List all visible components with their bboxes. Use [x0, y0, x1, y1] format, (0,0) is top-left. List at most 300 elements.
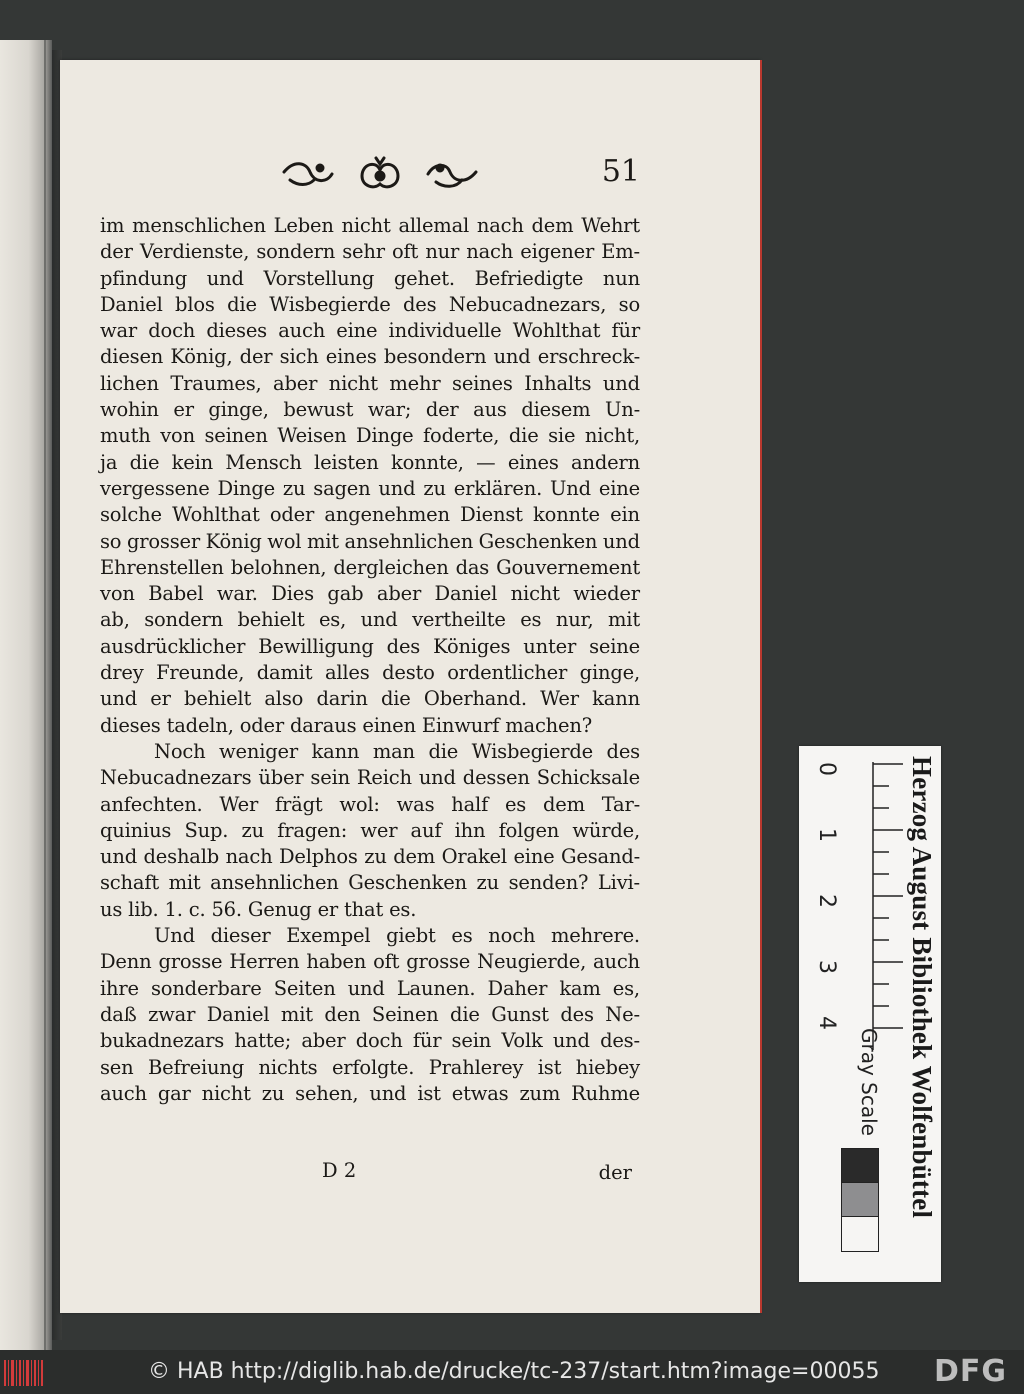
body-text	[100, 213, 640, 1107]
text-word: war;	[367, 398, 412, 422]
text-line	[100, 266, 640, 292]
text-word: ist	[417, 1081, 441, 1105]
text-word: von	[160, 424, 195, 448]
text-word: Traumes,	[170, 371, 262, 395]
text-word: muth	[100, 424, 151, 448]
text-line	[100, 607, 640, 633]
text-line	[100, 318, 640, 344]
text-word: und	[100, 687, 138, 711]
text-word: gehet.	[393, 266, 455, 290]
text-word: es	[504, 792, 527, 816]
text-word: behielt	[184, 687, 252, 711]
text-word: Nebucadnezars,	[448, 292, 607, 316]
gray-swatch-light	[841, 1216, 879, 1252]
text-line	[100, 450, 640, 476]
text-word: sein	[310, 766, 350, 790]
text-line	[100, 529, 640, 555]
text-word: aber	[273, 371, 318, 395]
text-word: würde,	[572, 818, 640, 842]
text-word: zu	[364, 845, 387, 869]
text-word: Dies	[271, 582, 314, 606]
text-word: foderte,	[423, 424, 500, 448]
text-word: oft	[373, 950, 400, 974]
dfg-logo: DFG	[934, 1354, 1008, 1389]
text-word: auf	[410, 818, 442, 842]
text-word: Und	[154, 924, 195, 948]
text-word: zum	[519, 1081, 561, 1105]
text-word: Livi-	[597, 871, 640, 895]
text-word: seines	[452, 371, 513, 395]
text-line	[100, 923, 640, 949]
text-word: diesen	[100, 345, 164, 369]
text-line	[100, 818, 640, 844]
text-word: pfindung	[100, 266, 187, 290]
text-word: behielt	[237, 608, 305, 632]
page-footer	[100, 1159, 640, 1189]
text-word: Wehrt	[581, 214, 640, 237]
text-word: dieser	[210, 924, 271, 948]
text-word: Orakel	[441, 845, 507, 869]
text-word: und	[206, 266, 244, 290]
text-line: dieses tadeln, oder daraus einen Einwurf machen?	[100, 713, 592, 737]
text-word: sondern	[144, 608, 223, 632]
text-word: aus	[473, 398, 507, 422]
text-word: dem	[393, 845, 436, 869]
text-word: blos	[175, 292, 215, 316]
text-word: zu	[241, 818, 264, 842]
text-word: zu	[261, 1081, 285, 1105]
text-word: Em-	[601, 240, 640, 264]
text-word: und	[360, 608, 398, 632]
text-word: die	[428, 739, 459, 763]
text-word: Volk	[501, 1029, 543, 1053]
text-word: für	[412, 1029, 442, 1053]
text-word: Schicksale	[536, 766, 640, 790]
text-line	[100, 371, 640, 397]
text-word: Befriedigte	[474, 266, 584, 290]
text-word: dieses	[206, 319, 267, 343]
text-word: Leben	[273, 214, 334, 237]
text-word: nicht,	[584, 424, 640, 448]
catchword: der	[598, 1161, 632, 1184]
text-word: Bewilligung	[258, 634, 374, 658]
text-word: das	[455, 555, 490, 579]
text-word: mit	[280, 1002, 313, 1026]
text-line	[100, 1055, 640, 1081]
text-word: und	[100, 845, 138, 869]
text-word: zu	[476, 871, 499, 895]
color-scale-card	[799, 746, 941, 1282]
text-word: individuelle	[388, 319, 502, 343]
text-line	[100, 581, 640, 607]
text-word: über	[258, 766, 304, 790]
text-word: nicht	[201, 1081, 251, 1105]
text-line	[100, 397, 640, 423]
text-word: ansehnlichen	[210, 871, 339, 895]
text-word: König	[205, 529, 262, 553]
text-word: ginge,	[579, 661, 640, 685]
text-word: ihn	[454, 818, 486, 842]
text-word: nach	[466, 240, 514, 264]
text-line	[100, 239, 640, 265]
text-word: konnte	[533, 503, 600, 527]
text-line	[100, 686, 640, 712]
text-word: eigener	[520, 240, 595, 264]
text-word: grosse	[158, 950, 223, 974]
text-word: Gunst	[491, 1002, 549, 1026]
text-word: er	[173, 398, 194, 422]
text-word: seinen	[204, 424, 268, 448]
text-word: deshalb	[143, 845, 220, 869]
text-word: Oberhand.	[423, 687, 527, 711]
text-word: vergessene	[100, 476, 210, 500]
text-line	[100, 976, 640, 1002]
text-word: leisten	[314, 450, 379, 474]
text-word: frägt	[275, 792, 323, 816]
text-word: Launen.	[396, 976, 476, 1000]
text-word: eine	[598, 476, 640, 500]
text-word: ab,	[100, 608, 130, 632]
text-word: etwas	[451, 1081, 509, 1105]
text-word: darin	[316, 687, 368, 711]
text-word: und	[378, 476, 416, 500]
text-line: us lib. 1. c. 56. Genug er that es.	[100, 897, 417, 921]
text-word: fragen:	[277, 818, 348, 842]
text-word: Ruhme	[571, 1081, 640, 1105]
text-word: andern	[571, 450, 640, 474]
text-word: des-	[600, 1029, 640, 1053]
text-word: desto	[382, 661, 435, 685]
text-word: Dienst	[460, 503, 523, 527]
text-word: es,	[612, 976, 640, 1000]
text-word: es,	[318, 608, 347, 632]
text-word: mit	[608, 608, 640, 632]
scale-number: 2	[814, 894, 839, 908]
text-word: dergleichen	[333, 555, 449, 579]
text-word: hiebey	[575, 1055, 640, 1079]
text-line	[100, 555, 640, 581]
text-word: anfechten.	[100, 792, 203, 816]
text-word: ausdrücklicher	[100, 634, 246, 658]
text-word: hatte;	[234, 1029, 292, 1053]
text-line	[100, 870, 640, 896]
text-line	[100, 739, 640, 765]
text-word: sich	[279, 345, 319, 369]
text-word: eine	[336, 319, 378, 343]
text-word: erfolgte.	[331, 1055, 415, 1079]
text-word: Und	[550, 476, 591, 500]
text-word: mit	[168, 871, 201, 895]
text-word: Ehrenstellen	[100, 555, 224, 579]
text-word: Babel	[148, 582, 204, 606]
text-word: und	[493, 345, 531, 369]
text-word: konnte,	[390, 450, 464, 474]
text-word: und	[602, 371, 640, 395]
text-word: nichts	[258, 1055, 318, 1079]
text-word: kann	[311, 739, 360, 763]
text-word: allemal	[398, 214, 470, 237]
text-word: Wer	[540, 687, 579, 711]
text-word: nach	[225, 845, 273, 869]
text-word: kann	[592, 687, 640, 711]
text-word: eines	[507, 450, 559, 474]
text-word: sehr	[342, 240, 385, 264]
gray-swatch-mid	[841, 1182, 879, 1218]
text-word: war	[100, 319, 138, 343]
text-word: besondern	[383, 345, 487, 369]
text-word: lichen	[100, 371, 159, 395]
text-word: grosser	[126, 529, 200, 553]
text-word: wer	[360, 818, 398, 842]
text-word: Wisbegierde	[471, 739, 594, 763]
text-word: alles	[324, 661, 370, 685]
text-word: nun	[602, 266, 640, 290]
gray-swatch-dark	[841, 1148, 879, 1184]
text-word: seine	[589, 634, 640, 658]
gray-scale-label: Gray Scale	[857, 1028, 881, 1136]
text-word: haben	[306, 950, 367, 974]
text-word: Wer	[219, 792, 259, 816]
text-word: Exempel	[286, 924, 371, 948]
text-word: erklären.	[453, 476, 543, 500]
text-word: aber	[376, 582, 422, 606]
text-line	[100, 765, 640, 791]
text-line	[100, 292, 640, 318]
text-word: was	[396, 792, 435, 816]
text-word: kein	[171, 450, 213, 474]
text-word: diesem	[521, 398, 591, 422]
text-line	[100, 1028, 640, 1054]
text-word: Geschenken	[478, 529, 598, 553]
text-word: zu	[282, 476, 306, 500]
text-line	[100, 476, 640, 502]
text-word: sagen	[313, 476, 371, 500]
page-number: 51	[601, 154, 640, 189]
text-word: Gesand-	[561, 845, 640, 869]
text-line	[100, 423, 640, 449]
text-word: belohnen,	[230, 555, 327, 579]
text-word: ansehnlichen	[344, 529, 474, 553]
text-word: mehrere.	[551, 924, 640, 948]
text-word: sonderbare	[150, 976, 262, 1000]
text-word: schaft	[100, 871, 159, 895]
text-word: Geschenken	[348, 871, 467, 895]
text-word: bewust	[283, 398, 354, 422]
text-word: doch	[355, 1029, 403, 1053]
text-word: Vorstellung	[263, 266, 375, 290]
text-word: Noch	[154, 739, 206, 763]
text-word: weniger	[219, 739, 298, 763]
text-word: ginge,	[208, 398, 269, 422]
text-word: des	[402, 292, 437, 316]
text-word: Daher	[487, 976, 548, 1000]
text-word: also	[264, 687, 304, 711]
text-word: nicht	[341, 214, 391, 237]
text-word: so	[100, 529, 122, 553]
text-word: quinius	[100, 818, 172, 842]
text-word: aber	[301, 1029, 346, 1053]
text-word: so	[618, 292, 640, 316]
text-word: dem	[531, 214, 574, 237]
text-word: ordentlicher	[447, 661, 568, 685]
text-word: eine	[513, 845, 555, 869]
text-word: und	[347, 976, 385, 1000]
text-word: der	[425, 398, 459, 422]
text-word: sein	[451, 1029, 492, 1053]
text-word: Reich	[356, 766, 412, 790]
text-word: Seiten	[273, 976, 336, 1000]
text-word: Weisen	[277, 424, 347, 448]
text-line	[100, 792, 640, 818]
scale-number: 0	[814, 762, 839, 776]
text-word: es	[451, 924, 473, 948]
text-word: Ne-	[605, 1002, 640, 1026]
text-word: oder	[269, 503, 315, 527]
text-line	[100, 949, 640, 975]
text-word: auch	[593, 950, 640, 974]
text-word: Wohlthat	[512, 319, 601, 343]
text-word: die	[227, 292, 257, 316]
text-word: nicht	[328, 371, 378, 395]
text-word: der	[239, 345, 273, 369]
text-word: unter	[523, 634, 577, 658]
text-word: noch	[488, 924, 536, 948]
text-word: auch	[278, 319, 326, 343]
text-word: half	[451, 792, 489, 816]
text-word: Gouvernement	[496, 555, 640, 579]
text-word: Delphos	[278, 845, 358, 869]
barcode-icon	[4, 1358, 44, 1388]
text-word: menschlichen	[132, 214, 266, 237]
text-word: Wohlthat	[172, 503, 260, 527]
text-word: nur,	[555, 608, 594, 632]
text-word: die	[508, 424, 539, 448]
text-word: nicht	[510, 582, 560, 606]
page-header	[280, 152, 640, 202]
facing-page-fold	[44, 40, 46, 1350]
text-word: Neugierde,	[477, 950, 587, 974]
text-word: des	[606, 739, 640, 763]
text-word: eines	[325, 345, 377, 369]
scale-number: 3	[814, 960, 839, 974]
text-word: und	[418, 766, 456, 790]
text-word: Daniel	[206, 1002, 270, 1026]
signature-mark: D 2	[322, 1159, 357, 1182]
text-word: König,	[170, 345, 233, 369]
library-name: Herzog August Bibliothek Wolfenbüttel	[907, 756, 937, 1219]
text-word: Dinge	[356, 424, 414, 448]
text-word: Daniel	[434, 582, 498, 606]
text-word: wieder	[573, 582, 640, 606]
text-word: angenehmen	[324, 503, 450, 527]
text-word: zu	[423, 476, 446, 500]
text-word: kam	[559, 976, 601, 1000]
text-word: Tar-	[601, 792, 640, 816]
text-word: ja	[100, 450, 118, 474]
text-word: für	[611, 319, 640, 343]
scale-number: 1	[814, 828, 839, 842]
text-line	[100, 502, 640, 528]
text-word: die	[450, 1002, 480, 1026]
text-word: nur	[425, 240, 460, 264]
text-word: wohin	[100, 398, 159, 422]
text-word: man	[372, 739, 415, 763]
text-word: Königes	[433, 634, 511, 658]
text-word: —	[476, 450, 496, 474]
text-word: dem	[542, 792, 585, 816]
text-word: senden?	[508, 871, 589, 895]
header-ornament-icon	[280, 152, 480, 198]
text-word: doch	[148, 319, 196, 343]
text-word: den	[324, 1002, 361, 1026]
text-line	[100, 1081, 640, 1107]
text-word: Wisbegierde	[269, 292, 391, 316]
text-word: war.	[216, 582, 258, 606]
text-word: Freunde,	[156, 661, 245, 685]
text-word: sondern	[256, 240, 336, 264]
text-word: Verdienste,	[139, 240, 250, 264]
text-word: Denn	[100, 950, 152, 974]
text-word: die	[380, 687, 411, 711]
text-word: Dinge	[217, 476, 275, 500]
text-line	[100, 634, 640, 660]
text-word: von	[100, 582, 135, 606]
text-word: Un-	[605, 398, 640, 422]
text-word: Seinen	[371, 1002, 439, 1026]
text-word: zwar	[148, 1002, 196, 1026]
copyright-link[interactable]: © HAB http://diglib.hab.de/drucke/tc-237/start.htm?image=00055	[148, 1359, 880, 1384]
text-word: Inhalts	[524, 371, 592, 395]
text-word: ihre	[100, 976, 139, 1000]
text-word: dessen	[462, 766, 530, 790]
text-word: grosse	[406, 950, 471, 974]
text-word: und	[369, 1081, 407, 1105]
text-word: des	[386, 634, 421, 658]
text-line	[100, 213, 640, 239]
text-word: sen	[100, 1055, 134, 1079]
text-word: wol	[267, 529, 302, 553]
text-word: solche	[100, 503, 162, 527]
text-word: nach	[476, 214, 524, 237]
text-word: der	[100, 240, 133, 264]
text-word: die	[129, 450, 160, 474]
text-word: Herren	[229, 950, 300, 974]
text-word: es	[520, 608, 542, 632]
text-word: und	[602, 529, 640, 553]
text-word: Nebucadnezars	[100, 766, 252, 790]
text-line	[100, 1002, 640, 1028]
text-word: erschreck-	[537, 345, 640, 369]
text-word: giebt	[386, 924, 436, 948]
text-word: ein	[610, 503, 640, 527]
text-line	[100, 844, 640, 870]
text-word: ist	[537, 1055, 562, 1079]
text-line	[100, 344, 640, 370]
text-word: damit	[256, 661, 313, 685]
text-word: Mensch	[225, 450, 302, 474]
text-word: im	[100, 214, 125, 237]
text-word: mehr	[389, 371, 441, 395]
text-word: auch	[100, 1081, 147, 1105]
text-word: er	[150, 687, 171, 711]
text-word: gar	[157, 1081, 191, 1105]
text-line	[100, 660, 640, 686]
text-word: Daniel	[100, 292, 163, 316]
text-word: daß	[100, 1002, 137, 1026]
text-word: Sup.	[184, 818, 229, 842]
text-word: Prahlerey	[428, 1055, 524, 1079]
text-word: folgen	[498, 818, 560, 842]
